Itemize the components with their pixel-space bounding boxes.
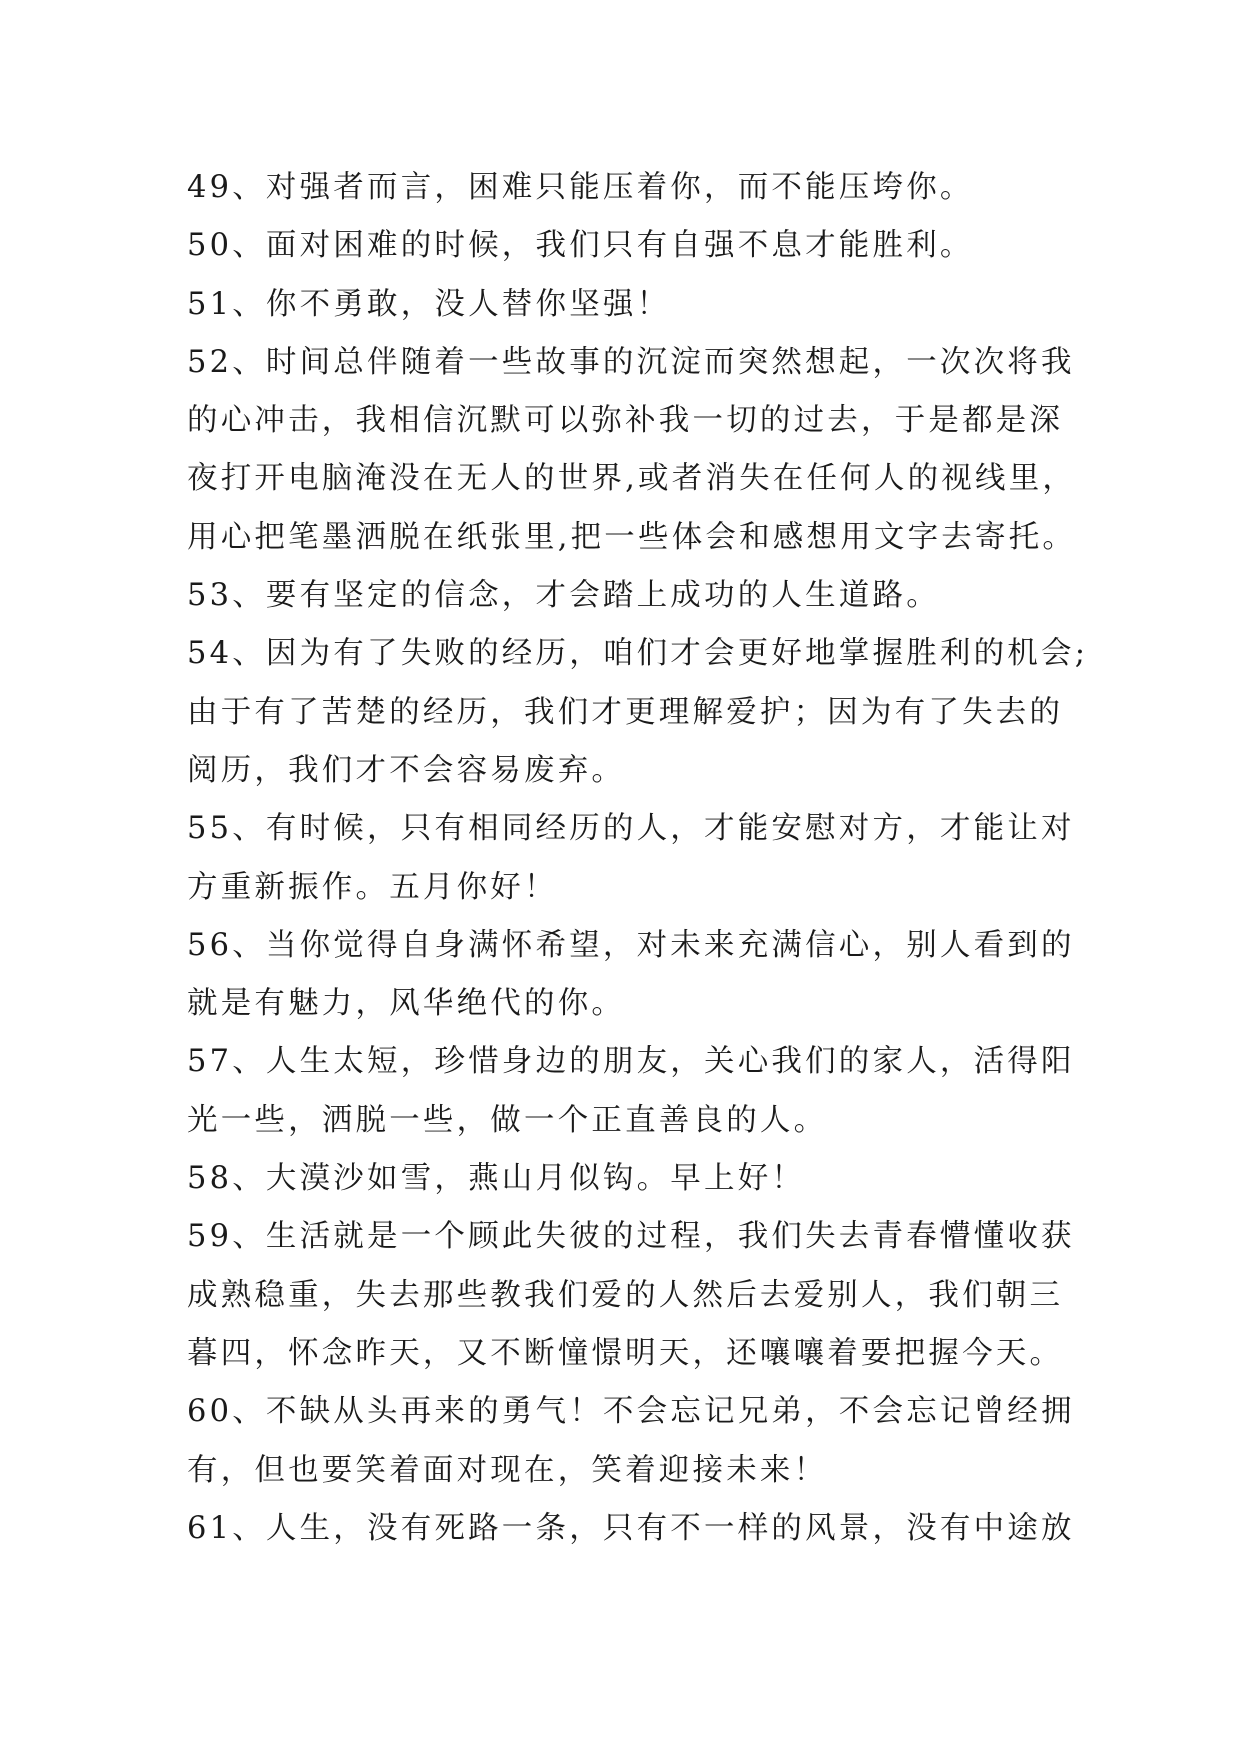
text-line: 由于有了苦楚的经历，我们才更理解爱护；因为有了失去的 (187, 694, 1064, 730)
text-line: 阅历，我们才不会容易废弃。 (187, 752, 626, 788)
text-line: 有，但也要笑着面对现在，笑着迎接未来！ (187, 1452, 828, 1488)
text-line: 61、人生，没有死路一条，只有不一样的风景，没有中途放 (187, 1510, 1075, 1546)
text-line: 就是有魅力，风华绝代的你。 (187, 986, 626, 1022)
text-line: 51、你不勇敢，没人替你坚强！ (187, 286, 671, 322)
text-line: 59、生活就是一个顾此失彼的过程，我们失去青春懵懂收获 (187, 1219, 1075, 1255)
text-line: 的心冲击，我相信沉默可以弥补我一切的过去，于是都是深 (187, 403, 1064, 439)
document-body (187, 159, 1089, 1558)
text-line: 暮四，怀念昨天，又不断憧憬明天，还嚷嚷着要把握今天。 (187, 1335, 1064, 1371)
text-line: 58、大漠沙如雪，燕山月似钩。早上好！ (187, 1161, 806, 1197)
text-line: 56、当你觉得自身满怀希望，对未来充满信心，别人看到的 (187, 927, 1075, 963)
text-line: 60、不缺从头再来的勇气！不会忘记兄弟，不会忘记曾经拥 (187, 1394, 1075, 1430)
text-line: 55、有时候，只有相同经历的人，才能安慰对方，才能让对 (187, 811, 1075, 847)
text-line: 53、要有坚定的信念，才会踏上成功的人生道路。 (187, 578, 940, 614)
text-line: 成熟稳重，失去那些教我们爱的人然后去爱别人，我们朝三 (187, 1277, 1064, 1313)
text-line: 52、时间总伴随着一些故事的沉淀而突然想起，一次次将我 (187, 344, 1075, 380)
text-line: 方重新振作。五月你好！ (187, 869, 558, 905)
text-line: 用心把笔墨洒脱在纸张里,把一些体会和感想用文字去寄托。 (187, 519, 1077, 555)
text-line: 夜打开电脑淹没在无人的世界,或者消失在任何人的视线里， (187, 461, 1077, 497)
text-line: 57、人生太短，珍惜身边的朋友，关心我们的家人，活得阳 (187, 1044, 1075, 1080)
text-line: 49、对强者而言，困难只能压着你，而不能压垮你。 (187, 170, 974, 205)
text-line: 50、面对困难的时候，我们只有自强不息才能胜利。 (187, 228, 974, 264)
text-line: 54、因为有了失败的经历，咱们才会更好地掌握胜利的机会; (187, 636, 1089, 672)
text-line: 光一些，洒脱一些，做一个正直善良的人。 (187, 1102, 828, 1138)
